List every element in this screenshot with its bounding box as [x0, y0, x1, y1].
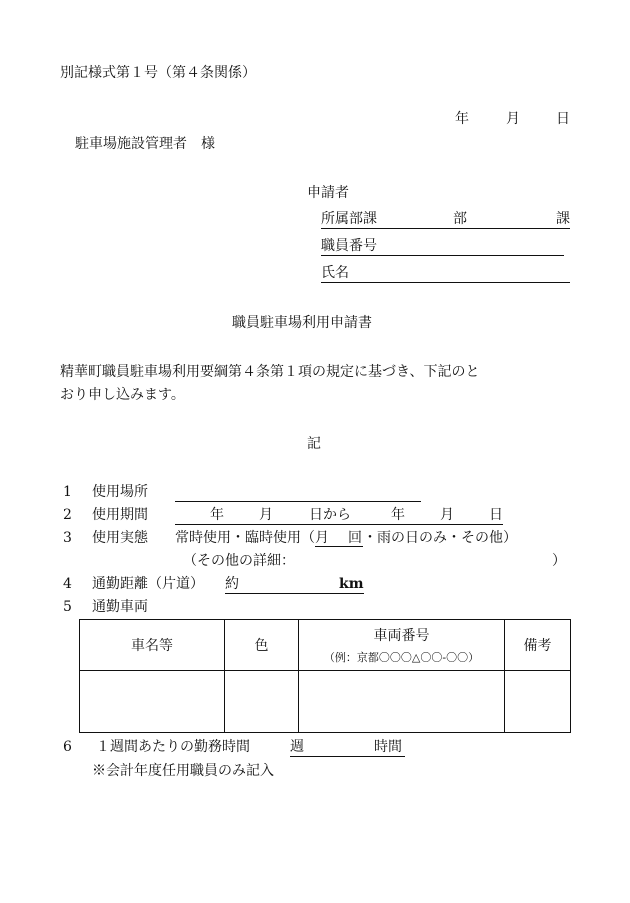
applicant-heading: 申請者 — [307, 185, 349, 201]
weekly-hours-field[interactable] — [290, 738, 405, 757]
usage-type-options[interactable] — [175, 529, 517, 547]
vehicle-plate-header — [299, 620, 505, 671]
staff-number-field[interactable] — [321, 237, 564, 256]
body-line-1: 精華町職員駐車場利用要綱第４条第１項の規定に基づき、下記のと — [60, 364, 480, 380]
vehicle-table-header — [80, 620, 571, 671]
plate-header-label: 車両番号 — [373, 628, 430, 644]
item1-number: 1 — [63, 484, 72, 500]
item5-label: 通勤車両 — [92, 599, 148, 615]
fiscal-staff-note: ※会計年度任用職員のみ記入 — [92, 763, 274, 779]
period-year-1: 年 — [210, 507, 224, 523]
vehicle-name-header: 車名等 — [80, 620, 225, 671]
item5-number: 5 — [63, 599, 72, 615]
date-year-label: 年 — [455, 111, 469, 127]
vehicle-plate-cell[interactable] — [299, 671, 505, 733]
item6-label: １週間あたりの勤務時間 — [96, 739, 250, 755]
ki-heading: 記 — [307, 436, 321, 452]
weekly-week: 週 — [290, 739, 304, 755]
distance-approx: 約 — [225, 576, 239, 592]
item4-label: 通勤距離（片道） — [92, 576, 204, 592]
vehicle-name-cell[interactable] — [80, 671, 225, 733]
usage-location-field[interactable] — [175, 483, 421, 502]
item2-label: 使用期間 — [92, 507, 148, 523]
name-label: 氏名 — [321, 265, 349, 281]
department-ka: 課 — [556, 211, 570, 227]
plate-example: （例：京都〇〇〇△〇〇-〇〇） — [323, 651, 480, 664]
item3-number: 3 — [63, 530, 72, 546]
vehicle-remarks-header: 備考 — [505, 620, 571, 671]
period-day-from: 日から — [309, 507, 351, 523]
vehicle-remarks-cell[interactable] — [505, 671, 571, 733]
department-bu: 部 — [453, 211, 467, 227]
item4-number: 4 — [63, 576, 72, 592]
period-day-2: 日 — [489, 507, 503, 523]
commute-distance-field[interactable] — [225, 575, 364, 594]
period-month-2: 月 — [440, 507, 454, 523]
period-month-1: 月 — [259, 507, 273, 523]
department-field[interactable] — [321, 210, 570, 229]
other-detail-field[interactable] — [305, 552, 545, 570]
vehicle-color-header: 色 — [225, 620, 299, 671]
usage-period-field[interactable] — [175, 506, 503, 525]
vehicle-table — [79, 619, 571, 733]
item6-number: 6 — [63, 739, 72, 755]
other-detail-close: ） — [552, 553, 566, 569]
period-year-2: 年 — [391, 507, 405, 523]
other-detail-open: （その他の詳細： — [183, 553, 295, 569]
item2-number: 2 — [63, 507, 72, 523]
vehicle-color-cell[interactable] — [225, 671, 299, 733]
item3-label: 使用実態 — [92, 530, 148, 546]
department-label: 所属部課 — [321, 211, 377, 227]
distance-unit: km — [339, 576, 364, 592]
item1-label: 使用場所 — [92, 484, 148, 500]
table-row — [80, 671, 571, 733]
usage-frequency-field[interactable] — [315, 529, 363, 547]
usage-type-suffix: ・雨の日のみ・その他） — [363, 530, 517, 546]
form-number: 別記様式第１号（第４条関係） — [60, 65, 256, 81]
document-title: 職員駐車場利用申請書 — [232, 315, 372, 331]
frequency-times: 回 — [348, 530, 362, 546]
weekly-hours-unit: 時間 — [374, 739, 402, 755]
staff-number-label: 職員番号 — [321, 238, 377, 254]
body-line-2: おり申し込みます。 — [60, 387, 185, 403]
date-month-label: 月 — [506, 111, 520, 127]
frequency-month: 月 — [315, 530, 329, 546]
name-field[interactable] — [321, 264, 570, 283]
date-day-label: 日 — [556, 111, 570, 127]
usage-type-prefix: 常時使用・臨時使用（ — [175, 530, 315, 546]
addressee: 駐車場施設管理者 様 — [75, 136, 215, 152]
